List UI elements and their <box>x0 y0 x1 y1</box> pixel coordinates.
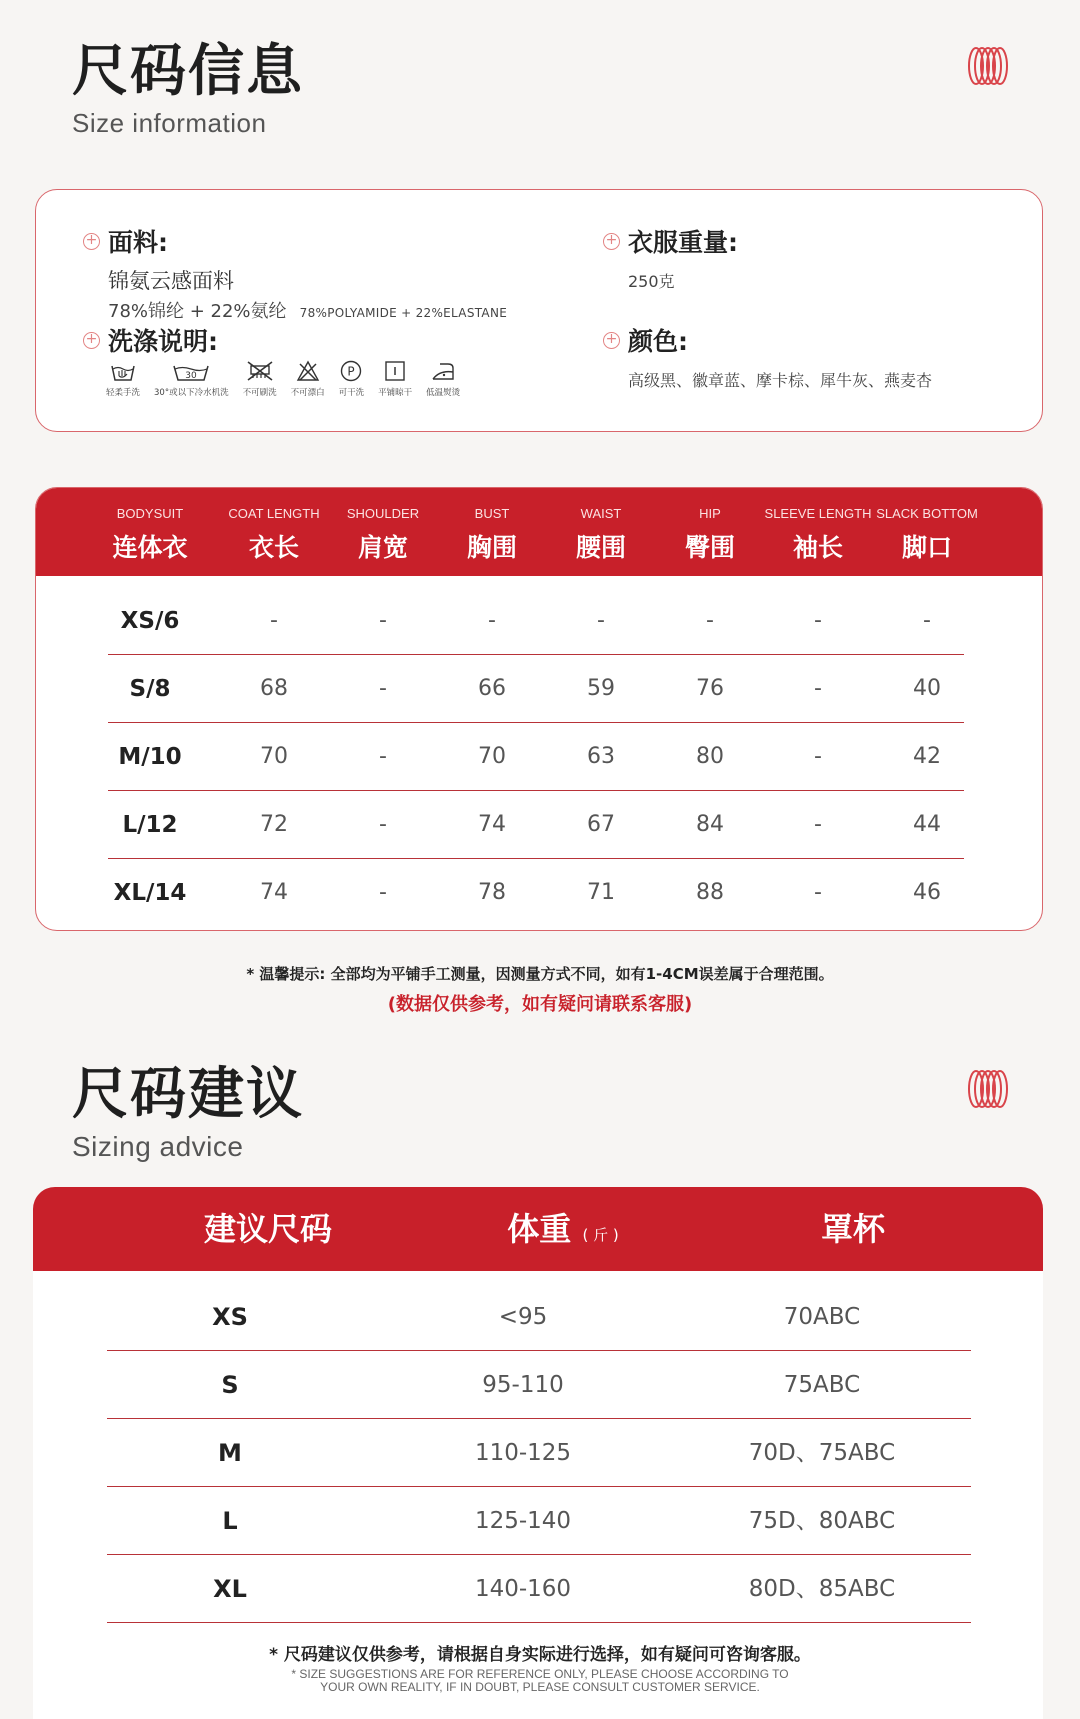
table-cell: 80 <box>696 744 724 769</box>
weight-header-text: 体重 <box>507 1210 572 1248</box>
table-cell: 42 <box>913 744 941 769</box>
col-header-en: WAIST <box>580 506 622 521</box>
size-cell: XS <box>212 1303 248 1331</box>
table-cell: - <box>706 608 714 633</box>
table-cell: - <box>814 744 822 769</box>
wash-item <box>154 362 229 398</box>
cup-cell: 70ABC <box>783 1304 861 1330</box>
color-label: 颜色: <box>628 327 688 356</box>
fabric-value: 锦氨云感面料 <box>108 269 234 293</box>
table-cell: - <box>923 608 931 633</box>
table-cell: - <box>270 608 278 633</box>
weight-block <box>603 223 738 292</box>
col-header-cn: 衣长 <box>248 533 299 562</box>
table-cell: 66 <box>478 676 506 701</box>
cup-cell: 75ABC <box>783 1372 861 1398</box>
section-title: 尺码信息 <box>72 39 304 104</box>
wash-item <box>426 360 460 398</box>
col-header-cn: 胸围 <box>466 533 517 562</box>
machine-wash-30-icon <box>172 362 210 382</box>
col-header-cn: 臀围 <box>684 533 735 562</box>
table-row <box>108 859 964 927</box>
table-cell: - <box>814 812 822 837</box>
col-header-cn: 脚口 <box>901 533 952 562</box>
table-cell: 70 <box>260 744 288 769</box>
table-cell: 63 <box>587 744 615 769</box>
flat-dry-icon <box>383 360 407 382</box>
size-cell: S <box>221 1371 239 1399</box>
wash-item <box>378 360 412 398</box>
col-header-cup: 罩杯 <box>820 1210 885 1248</box>
col-header-en: SLACK BOTTOM <box>876 506 978 521</box>
wash-label-text: 不可刷洗 <box>242 388 277 398</box>
col-header-cn: 袖长 <box>792 533 843 562</box>
fabric-block <box>83 223 507 323</box>
dry-clean-letter: P <box>347 364 355 379</box>
wash-block <box>83 322 218 358</box>
size-cell: M/10 <box>118 744 182 770</box>
table-cell: 68 <box>260 676 288 701</box>
dry-clean-p-icon <box>339 360 363 382</box>
table-cell: 78 <box>478 880 506 905</box>
size-cell: XS/6 <box>120 608 180 634</box>
wash-label-text: 轻柔手洗 <box>106 388 141 398</box>
col-header-en: SLEEVE LENGTH <box>764 506 872 521</box>
wash-item <box>291 360 325 398</box>
cup-cell: 70D、75ABC <box>748 1440 896 1466</box>
wash-icons-row <box>106 360 474 398</box>
wash-label-text: 30°或以下冷水机洗 <box>154 388 229 398</box>
weight-cell: <95 <box>498 1304 548 1330</box>
hand-wash-icon <box>110 362 136 382</box>
table-row <box>108 587 964 655</box>
table-cell: 67 <box>587 812 615 837</box>
table-cell: 40 <box>913 676 941 701</box>
weight-cell: 95-110 <box>482 1372 564 1398</box>
cup-cell: 75D、80ABC <box>748 1508 896 1534</box>
size-cell: L <box>222 1507 238 1535</box>
weight-unit: ( 斤 ) <box>582 1226 619 1244</box>
col-header-en: BUST <box>474 506 510 521</box>
col-header-cn: 腰围 <box>575 533 626 562</box>
plus-icon: + <box>603 233 620 250</box>
col-header-en: SHOULDER <box>346 506 420 521</box>
plus-icon: + <box>603 332 620 349</box>
col-header-weight <box>413 1187 713 1271</box>
advice-note-en-line1: * SIZE SUGGESTIONS ARE FOR REFERENCE ONLY, PLEASE CHOOSE ACCORDING TO <box>291 1667 789 1681</box>
table-cell: 88 <box>696 880 724 905</box>
col-header-en: BODYSUIT <box>116 506 184 521</box>
weight-label: 衣服重量: <box>628 228 738 257</box>
table-row <box>107 1487 971 1555</box>
table-cell: 72 <box>260 812 288 837</box>
table-cell: 70 <box>478 744 506 769</box>
table-row <box>108 655 964 723</box>
wash-item <box>106 362 140 398</box>
low-iron-icon <box>430 360 456 382</box>
size-cell: M <box>218 1439 242 1467</box>
color-value: 高级黑、徽章蓝、摩卡棕、犀牛灰、燕麦杏 <box>628 371 933 390</box>
table-cell: - <box>814 880 822 905</box>
plus-icon: + <box>83 332 100 349</box>
wash-label-text: 不可漂白 <box>290 388 325 398</box>
col-header-en: HIP <box>699 506 721 521</box>
product-info-card <box>35 189 1043 432</box>
row-divider <box>107 1622 971 1624</box>
size-cell: XL/14 <box>113 880 187 906</box>
weight-value: 250克 <box>628 272 675 291</box>
section-subtitle: Size information <box>72 108 267 138</box>
size-cell: XL <box>213 1575 247 1603</box>
advice-note-en <box>0 1668 1080 1694</box>
section-title: 尺码建议 <box>72 1062 304 1127</box>
advice-note-en-line2: YOUR OWN REALITY, IF IN DOUBT, PLEASE CONSULT CUSTOMER SERVICE. <box>320 1680 760 1694</box>
table-cell: 74 <box>478 812 506 837</box>
col-header-en: COAT LENGTH <box>228 506 320 521</box>
table-cell: 59 <box>587 676 615 701</box>
table-cell: - <box>379 608 387 633</box>
color-block <box>603 322 932 391</box>
wash-label: 洗涤说明: <box>108 327 218 356</box>
wash-item <box>339 360 365 398</box>
fabric-label: 面料: <box>108 228 168 257</box>
size-info-header <box>72 39 304 139</box>
table-cell: - <box>814 676 822 701</box>
no-brush-icon <box>245 360 275 382</box>
cup-cell: 80D、85ABC <box>748 1576 896 1602</box>
fabric-composition-en: 78%POLYAMIDE + 22%ELASTANE <box>299 306 508 320</box>
advice-table-header <box>33 1187 1043 1271</box>
table-cell: 46 <box>913 880 941 905</box>
sizing-advice-header <box>72 1062 304 1163</box>
weight-cell: 140-160 <box>474 1576 572 1602</box>
table-row <box>107 1351 971 1419</box>
size-cell: L/12 <box>122 812 178 838</box>
col-header-cn: 连体衣 <box>112 533 188 562</box>
table-cell: 44 <box>913 812 941 837</box>
table-cell: - <box>814 608 822 633</box>
table-cell: 74 <box>260 880 288 905</box>
size-cell: S/8 <box>129 676 171 702</box>
table-cell: - <box>379 676 387 701</box>
table-cell: - <box>379 744 387 769</box>
col-header-cn: 肩宽 <box>357 533 408 562</box>
table-cell: 76 <box>696 676 724 701</box>
table-cell: - <box>379 880 387 905</box>
table-row <box>107 1555 971 1623</box>
fabric-composition-cn: 78%锦纶 + 22%氨纶 <box>108 301 287 322</box>
table-cell: - <box>597 608 605 633</box>
weight-cell: 125-140 <box>474 1508 572 1534</box>
wash-label-text: 可干洗 <box>338 388 365 398</box>
table-cell: 71 <box>587 880 615 905</box>
table-row <box>107 1283 971 1351</box>
table-row <box>108 791 964 859</box>
wash-label-text: 平铺晾干 <box>378 388 413 398</box>
rings-icon <box>966 1069 1010 1109</box>
no-bleach-icon <box>296 360 320 382</box>
wash-item <box>243 360 277 398</box>
table-row <box>108 723 964 791</box>
reference-note: (数据仅供参考，如有疑问请联系客服) <box>387 994 693 1015</box>
rings-icon <box>966 46 1010 86</box>
weight-cell: 110-125 <box>474 1440 572 1466</box>
measurement-tip: * 温馨提示: 全部均为平铺手工测量，因测量方式不同，如有1-4CM误差属于合理范围。 <box>246 965 834 983</box>
table-row <box>107 1419 971 1487</box>
advice-note-cn: * 尺码建议仅供参考，请根据自身实际进行选择，如有疑问可咨询客服。 <box>269 1645 811 1665</box>
size-table-header <box>36 488 1042 576</box>
plus-icon: + <box>83 233 100 250</box>
col-header-size: 建议尺码 <box>203 1210 332 1248</box>
section-subtitle: Sizing advice <box>72 1131 244 1162</box>
wash-label-text: 低温熨烫 <box>426 388 461 398</box>
wash-temp-text: 30 <box>185 371 198 381</box>
table-cell: - <box>379 812 387 837</box>
table-cell: 84 <box>696 812 724 837</box>
table-cell: - <box>488 608 496 633</box>
size-table <box>35 487 1043 931</box>
